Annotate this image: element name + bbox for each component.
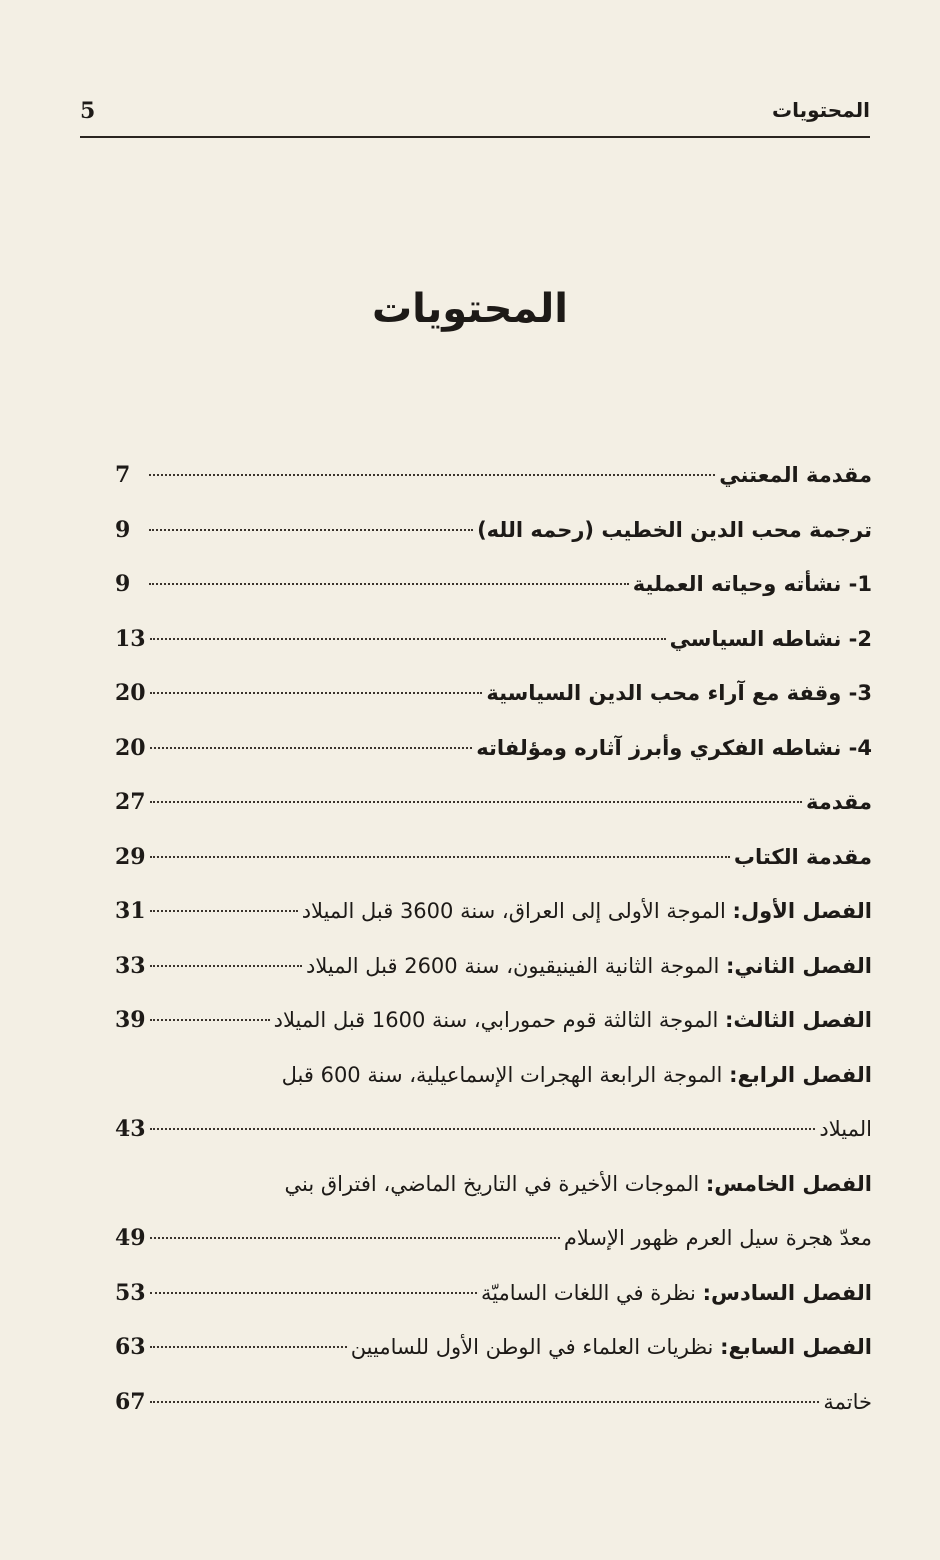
toc-line [115, 884, 872, 939]
page-title: المحتويات [371, 286, 568, 332]
toc-line [115, 448, 872, 503]
toc-entry-text [633, 557, 872, 612]
chapter-label: الفصل الثالث: [725, 1008, 872, 1032]
chapter-title: الموجة الرابعة الهجرات الإسماعيلية، سنة 600 قبل [281, 1062, 730, 1087]
chapter-title: مقدمة [806, 790, 872, 814]
toc-line [115, 1375, 872, 1430]
chapter-title: الموجة الأولى إلى العراق، سنة 3600 قبل الميلاد [301, 899, 733, 923]
chapter-label: الفصل الخامس: [705, 1171, 872, 1196]
chapter-title: 2- نشاطه السياسي [669, 626, 872, 651]
toc-entry-text [477, 503, 872, 558]
toc-line [115, 721, 872, 776]
toc-line [115, 557, 872, 612]
chapter-title: ترجمة محب الدين الخطيب (رحمه الله) [477, 517, 872, 542]
chapter-title: خاتمة [823, 1389, 872, 1414]
toc-entry-text [282, 1048, 872, 1103]
dot-leader [150, 638, 666, 640]
running-title: المحتويات [771, 98, 870, 122]
toc-entry [115, 557, 872, 612]
toc-entry-text [734, 830, 872, 885]
toc-entry [115, 775, 872, 830]
toc-line [115, 1266, 872, 1321]
dot-leader [149, 583, 629, 585]
chapter-title: 4- نشاطه الفكري وأبرز آثاره ومؤلفاته [476, 735, 872, 760]
toc-page-number: 7 [115, 462, 131, 488]
dot-leader [150, 1292, 477, 1294]
toc-entry [115, 830, 872, 885]
dot-leader [150, 1019, 270, 1021]
toc-page-number: 9 [115, 516, 131, 543]
toc-page-number: 53 [115, 1279, 146, 1306]
dot-leader [150, 1128, 816, 1130]
toc-entry [115, 666, 872, 721]
toc-entry-text-continued: الميلاد [819, 1117, 872, 1141]
toc-entry [115, 448, 872, 503]
dot-leader [150, 1237, 560, 1239]
toc-page-number: 13 [115, 625, 146, 652]
toc-line [115, 612, 872, 667]
toc-entry-text [670, 612, 872, 667]
toc-entry-text [719, 448, 872, 503]
toc-entry-text [481, 1266, 872, 1321]
toc-entry [115, 1320, 872, 1375]
toc-line [115, 939, 872, 994]
dot-leader [150, 965, 302, 967]
toc-entry [115, 1375, 872, 1430]
toc-page-number: 27 [115, 789, 146, 815]
dot-leader [149, 474, 715, 476]
toc-page-number: 63 [115, 1334, 146, 1360]
chapter-label: الفصل الأول: [732, 899, 872, 923]
toc-line [115, 775, 872, 830]
toc-page-number: 20 [115, 734, 146, 761]
chapter-title: 3- وقفة مع آراء محب الدين السياسية [486, 681, 872, 705]
toc-entry [115, 1266, 872, 1321]
toc-entry-text [284, 1157, 872, 1212]
toc-entry-text [351, 1320, 872, 1375]
toc-entry-text [274, 993, 872, 1048]
chapter-title: الموجة الثالثة قوم حمورابي، سنة 1600 قبل الميلاد [273, 1008, 725, 1032]
chapter-label: الفصل السادس: [702, 1280, 872, 1305]
toc-entry-text [476, 721, 872, 776]
dot-leader [150, 1346, 347, 1348]
page-number: 5 [80, 98, 96, 124]
toc-entry-text [806, 775, 872, 830]
dot-leader [150, 692, 483, 694]
toc-entry [115, 1157, 872, 1266]
toc-page-number: 49 [115, 1225, 146, 1251]
toc-line [115, 666, 872, 721]
chapter-label: الفصل السابع: [720, 1335, 872, 1359]
toc-page-number: 20 [115, 680, 146, 706]
chapter-title: الموجات الأخيرة في التاريخ الماضي، افتراق بني [284, 1171, 706, 1196]
toc-line [115, 1211, 872, 1266]
toc-entry-text [823, 1375, 872, 1430]
chapter-title: مقدمة الكتاب [733, 844, 872, 869]
toc-page-number: 39 [115, 1007, 146, 1033]
table-of-contents [115, 448, 872, 1429]
dot-leader [150, 801, 802, 803]
toc-line [115, 1320, 872, 1375]
toc-page-number: 43 [115, 1116, 146, 1142]
toc-entry [115, 993, 872, 1048]
toc-entry [115, 721, 872, 776]
chapter-title: الموجة الثانية الفينيقيون، سنة 2600 قبل الميلاد [305, 953, 726, 978]
toc-entry-text-continued: معدّ هجرة سيل العرم ظهور الإسلام [563, 1226, 872, 1250]
toc-entry [115, 612, 872, 667]
toc-entry [115, 939, 872, 994]
chapter-label: الفصل الثاني: [725, 953, 872, 978]
dot-leader [150, 856, 730, 858]
dot-leader [150, 747, 473, 749]
toc-entry [115, 503, 872, 558]
toc-line [115, 830, 872, 885]
dot-leader [150, 910, 298, 912]
toc-page-number: 31 [115, 898, 146, 924]
chapter-title: مقدمة المعتني [719, 463, 872, 487]
toc-page-number: 33 [115, 952, 146, 979]
toc-page-number: 29 [115, 843, 146, 870]
toc-entry [115, 1048, 872, 1157]
dot-leader [149, 529, 473, 531]
toc-page-number: 67 [115, 1388, 146, 1415]
toc-entry-text [306, 939, 872, 994]
toc-entry-text [486, 666, 872, 721]
toc-line [115, 1102, 872, 1157]
toc-line [115, 1048, 872, 1103]
chapter-title: نظرة في اللغات الساميّة [480, 1280, 703, 1305]
toc-entry-text [302, 884, 872, 939]
chapter-title: 1- نشأته وحياته العملية [632, 572, 872, 596]
chapter-label: الفصل الرابع: [729, 1062, 872, 1087]
toc-page-number: 9 [115, 571, 131, 597]
toc-line [115, 993, 872, 1048]
toc-entry [115, 884, 872, 939]
dot-leader [150, 1401, 820, 1403]
running-header [80, 96, 870, 138]
toc-line [115, 1157, 872, 1212]
toc-line [115, 503, 872, 558]
chapter-title: نظريات العلماء في الوطن الأول للساميين [350, 1335, 721, 1359]
